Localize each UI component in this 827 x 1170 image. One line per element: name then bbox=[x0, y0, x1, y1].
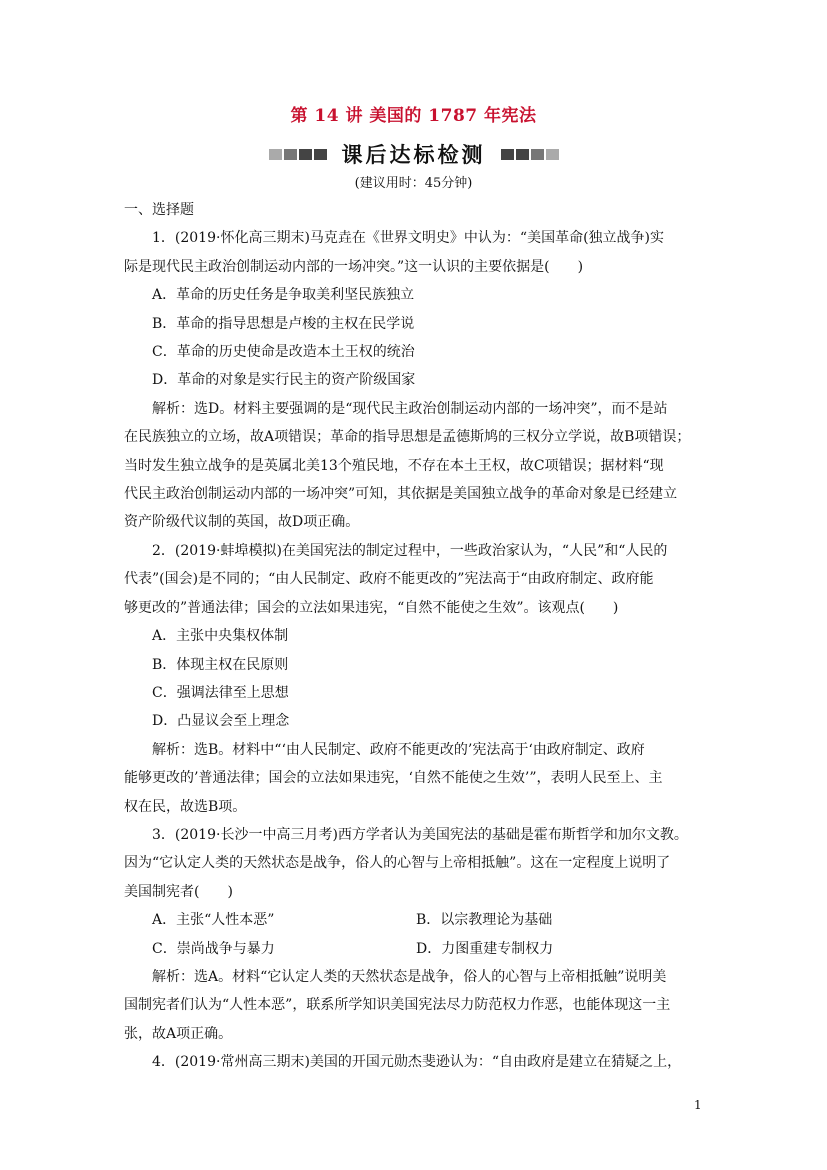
question-body bbox=[124, 196, 704, 1077]
option-a: A．革命的历史任务是争取美利坚民族独立 bbox=[152, 287, 415, 304]
banner-title: 课后达标检测 bbox=[341, 142, 486, 167]
option-c: C．强调法律至上思想 bbox=[152, 684, 289, 701]
analysis-line: 能够更改的’普通法律；国会的立法如果违宪，‘自然不能使之生效’”，表明人民至上、主 bbox=[124, 770, 663, 787]
option-d: D．力图重建专制权力 bbox=[416, 940, 554, 957]
question-stem-line: 际是现代民主政治创制运动内部的一场冲突。”这一认识的主要依据是( ) bbox=[124, 258, 584, 275]
option-c: C．革命的历史使命是改造本土王权的统治 bbox=[152, 344, 415, 361]
banner-squares-left bbox=[268, 145, 328, 164]
option-d: D．革命的对象是实行民主的资产阶级国家 bbox=[152, 372, 416, 389]
question-stem-line: 1．(2019·怀化高三期末)马克垚在《世界文明史》中认为：“美国革命(独立战争)实 bbox=[152, 230, 664, 247]
analysis-line: 当时发生独立战争的是英属北美13个殖民地，不存在本土王权，故C项错误；据材料“现 bbox=[124, 457, 664, 474]
question-stem-line: 2．(2019·蚌埠模拟)在美国宪法的制定过程中，一些政治家认为，“人民”和“人民的 bbox=[152, 542, 668, 559]
question-1 bbox=[124, 224, 704, 536]
option-b: B．体现主权在民原则 bbox=[152, 656, 289, 673]
page-title: 第 14 讲 美国的 1787 年宪法 bbox=[290, 106, 537, 126]
option-b: B．以宗教理论为基础 bbox=[416, 912, 553, 929]
analysis-line: 国制宪者们认为“人性本恶”，联系所学知识美国宪法尽力防范权力作恶，也能体现这一主 bbox=[124, 997, 671, 1014]
option-row bbox=[124, 906, 704, 934]
section-banner bbox=[0, 139, 827, 169]
analysis-line: 张，故A项正确。 bbox=[124, 1025, 233, 1042]
option-c: C．崇尚战争与暴力 bbox=[152, 940, 275, 957]
option-b: B．革命的指导思想是卢梭的主权在民学说 bbox=[152, 315, 415, 332]
analysis-line: 权在民，故选B项。 bbox=[124, 798, 247, 815]
analysis-line: 资产阶级代议制的英国，故D项正确。 bbox=[124, 514, 360, 531]
analysis-line: 解析：选D。材料主要强调的是“现代民主政治创制运动内部的一场冲突”，而不是站 bbox=[152, 400, 668, 417]
banner-squares-right bbox=[500, 145, 560, 164]
section-heading: 一、选择题 bbox=[124, 202, 194, 218]
question-stem-line: 4．(2019·常州高三期末)美国的开国元勋杰斐逊认为：“自由政府是建立在猜疑之上， bbox=[152, 1054, 682, 1071]
option-a: A．主张“人性本恶” bbox=[152, 912, 275, 929]
analysis-line: 解析：选B。材料中“‘由人民制定、政府不能更改的’宪法高于‘由政府制定、政府 bbox=[152, 741, 645, 758]
question-stem-line: 代表”(国会)是不同的；“由人民制定、政府不能更改的”宪法高于“由政府制定、政府能 bbox=[124, 571, 654, 588]
question-4 bbox=[124, 1048, 704, 1076]
suggested-time: (建议用时：45分钟) bbox=[354, 176, 473, 191]
question-3 bbox=[124, 821, 704, 1048]
question-stem-line: 美国制宪者( ) bbox=[124, 883, 233, 900]
analysis-line: 在民族独立的立场，故A项错误；革命的指导思想是孟德斯鸠的三权分立学说，故B项错误； bbox=[124, 429, 691, 446]
question-2 bbox=[124, 537, 704, 821]
question-stem-line: 因为“它认定人类的天然状态是战争，俗人的心智与上帝相抵触”。这在一定程度上说明了 bbox=[124, 855, 671, 872]
page-number: 1 bbox=[694, 1098, 702, 1112]
option-d: D．凸显议会至上理念 bbox=[152, 713, 290, 730]
question-stem-line: 3．(2019·长沙一中高三月考)西方学者认为美国宪法的基础是霍布斯哲学和加尔文教。 bbox=[152, 826, 688, 843]
question-stem-line: 够更改的”普通法律；国会的立法如果违宪，“自然不能使之生效”。该观点( ) bbox=[124, 599, 619, 616]
option-a: A．主张中央集权体制 bbox=[152, 628, 289, 645]
analysis-line: 代民主政治创制运动内部的一场冲突”可知，其依据是美国独立战争的革命对象是已经建立 bbox=[124, 486, 678, 503]
option-row bbox=[124, 935, 704, 963]
analysis-line: 解析：选A。材料“它认定人类的天然状态是战争，俗人的心智与上帝相抵触”说明美 bbox=[152, 968, 667, 985]
